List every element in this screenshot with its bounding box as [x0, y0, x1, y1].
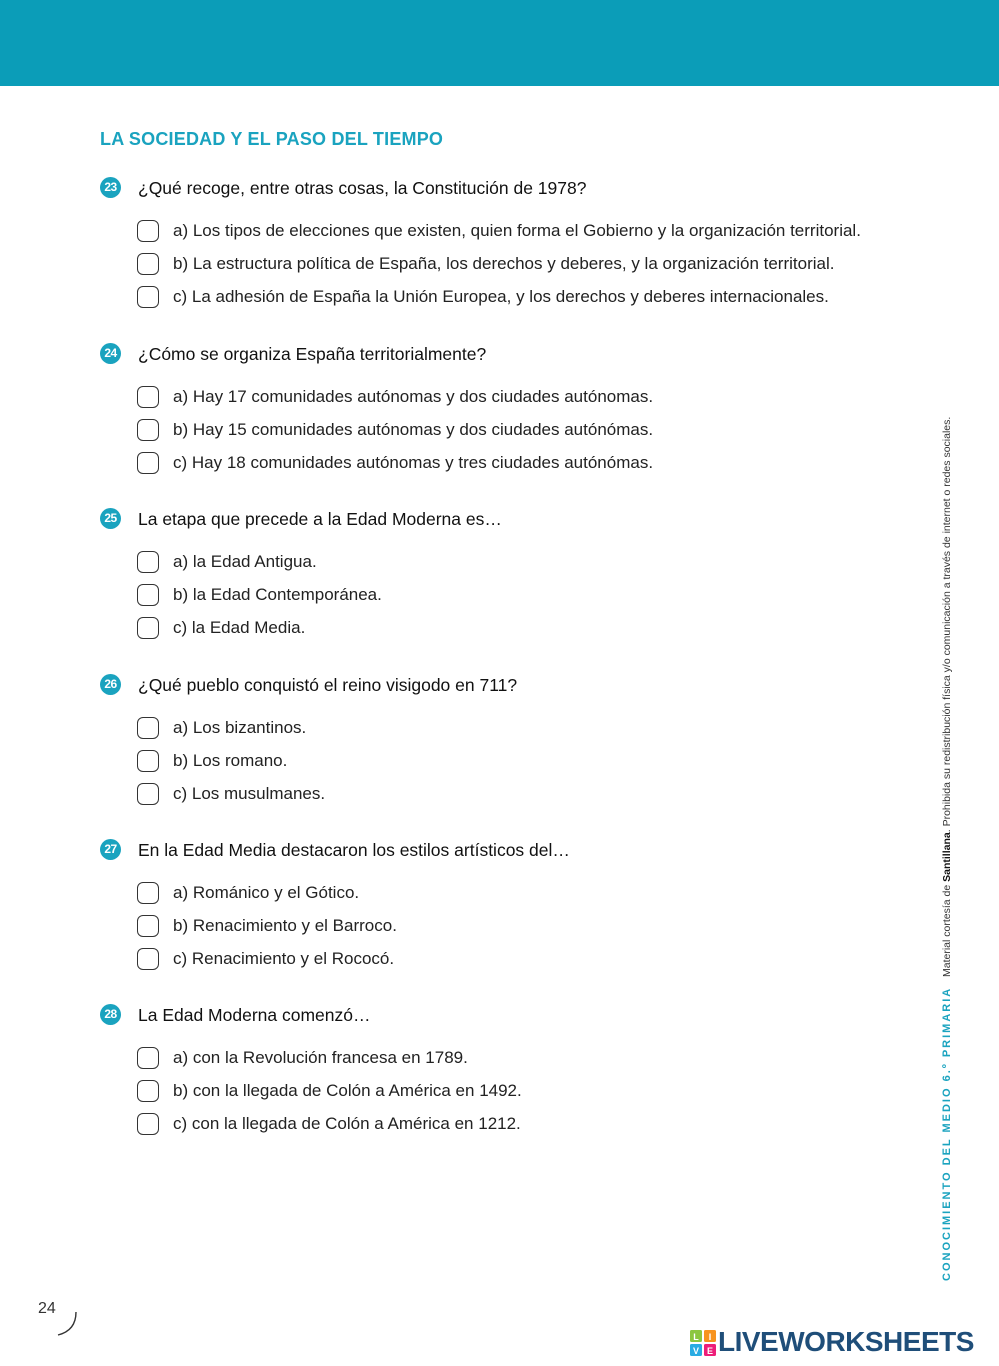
option-b[interactable] [137, 1079, 917, 1112]
option-text: a) con la Revolución francesa en 1789. [173, 1048, 468, 1067]
option-text: c) La adhesión de España la Unión Europea, y los derechos y deberes internacionales. [173, 287, 829, 306]
answer-checkbox[interactable] [137, 1080, 159, 1102]
option-c[interactable] [137, 285, 917, 318]
option-text: a) Los bizantinos. [173, 718, 307, 737]
copyright-prefix: Material cortesía de [941, 881, 953, 977]
book-title: CONOCIMIENTO DEL MEDIO 6.º PRIMARIA [941, 986, 953, 1281]
question-number-badge: 24 [100, 343, 121, 364]
question-number-badge: 26 [100, 674, 121, 695]
copyright-brand: Santillana [941, 832, 953, 882]
option-c[interactable] [137, 1112, 917, 1145]
option-text: c) Los musulmanes. [173, 784, 326, 803]
option-b[interactable] [137, 583, 917, 616]
answer-checkbox[interactable] [137, 551, 159, 573]
question-25 [100, 508, 920, 637]
option-a[interactable] [137, 219, 917, 252]
answer-checkbox[interactable] [137, 948, 159, 970]
option-text: c) Renacimiento y el Rococó. [173, 949, 395, 968]
option-text: b) la Edad Contemporánea. [173, 585, 382, 604]
answer-checkbox[interactable] [137, 1113, 159, 1135]
svg-text:I: I [708, 1332, 712, 1342]
question-26 [100, 674, 920, 803]
option-text: a) la Edad Antigua. [173, 552, 317, 571]
svg-text:E: E [706, 1346, 714, 1356]
option-c[interactable] [137, 947, 917, 980]
option-text: a) Románico y el Gótico. [173, 883, 360, 902]
question-number-badge: 25 [100, 508, 121, 529]
liveworksheets-wordmark: LIVEWORKSHEETS [718, 1326, 974, 1357]
question-text: La etapa que precede a la Edad Moderna es… [138, 509, 502, 529]
answer-checkbox[interactable] [137, 915, 159, 937]
option-text: c) la Edad Media. [173, 618, 306, 637]
answer-checkbox[interactable] [137, 452, 159, 474]
question-28 [100, 1004, 920, 1133]
answer-checkbox[interactable] [137, 882, 159, 904]
answer-checkbox[interactable] [137, 750, 159, 772]
header-band [0, 0, 999, 86]
option-text: b) La estructura política de España, los derechos y deberes, y la organización territorial. [173, 254, 835, 273]
option-b[interactable] [137, 418, 917, 451]
option-text: b) Hay 15 comunidades autónomas y dos ciudades autónómas. [173, 420, 654, 439]
option-text: c) Hay 18 comunidades autónomas y tres ciudades autónómas. [173, 453, 654, 472]
answer-checkbox[interactable] [137, 286, 159, 308]
question-text: ¿Qué recoge, entre otras cosas, la Constitución de 1978? [138, 178, 587, 198]
option-text: a) Los tipos de elecciones que existen, quien forma el Gobierno y la organización territorial. [173, 221, 861, 240]
answer-checkbox[interactable] [137, 717, 159, 739]
page-corner-curve-icon [56, 1310, 80, 1338]
answer-checkbox[interactable] [137, 220, 159, 242]
option-a[interactable] [137, 716, 917, 749]
question-text: En la Edad Media destacaron los estilos artísticos del… [138, 840, 570, 860]
answer-checkbox[interactable] [137, 419, 159, 441]
question-27 [100, 839, 920, 968]
answer-checkbox[interactable] [137, 617, 159, 639]
option-b[interactable] [137, 252, 917, 285]
question-24 [100, 343, 920, 472]
answer-checkbox[interactable] [137, 783, 159, 805]
svg-text:V: V [692, 1346, 700, 1356]
copyright-suffix: . Prohibida su redistribución física y/o comunicación a través de internet o redes sociales. [941, 416, 953, 833]
copyright-notice [941, 417, 953, 977]
option-text: c) con la llegada de Colón a América en 1212. [173, 1114, 521, 1133]
question-23 [100, 177, 920, 306]
question-text: La Edad Moderna comenzó… [138, 1005, 371, 1025]
option-a[interactable] [137, 550, 917, 583]
option-a[interactable] [137, 385, 917, 418]
option-text: b) Renacimiento y el Barroco. [173, 916, 397, 935]
answer-checkbox[interactable] [137, 584, 159, 606]
option-a[interactable] [137, 881, 917, 914]
section-title: LA SOCIEDAD Y EL PASO DEL TIEMPO [100, 129, 444, 149]
option-c[interactable] [137, 616, 917, 649]
option-c[interactable] [137, 451, 917, 484]
option-b[interactable] [137, 914, 917, 947]
question-number-badge: 27 [100, 839, 121, 860]
option-text: b) Los romano. [173, 751, 288, 770]
question-number-badge: 28 [100, 1004, 121, 1025]
question-text: ¿Cómo se organiza España territorialmente? [138, 344, 487, 364]
option-a[interactable] [137, 1046, 917, 1079]
option-b[interactable] [137, 749, 917, 782]
question-text: ¿Qué pueblo conquistó el reino visigodo en 711? [138, 675, 518, 695]
page-number: 24 [38, 1300, 56, 1317]
option-text: b) con la llegada de Colón a América en 1492. [173, 1081, 522, 1100]
answer-checkbox[interactable] [137, 386, 159, 408]
answer-checkbox[interactable] [137, 1047, 159, 1069]
option-text: a) Hay 17 comunidades autónomas y dos ciudades autónomas. [173, 387, 654, 406]
svg-text:L: L [693, 1332, 699, 1342]
option-c[interactable] [137, 782, 917, 815]
question-number-badge: 23 [100, 177, 121, 198]
answer-checkbox[interactable] [137, 253, 159, 275]
liveworksheets-badge-icon [690, 1330, 716, 1356]
